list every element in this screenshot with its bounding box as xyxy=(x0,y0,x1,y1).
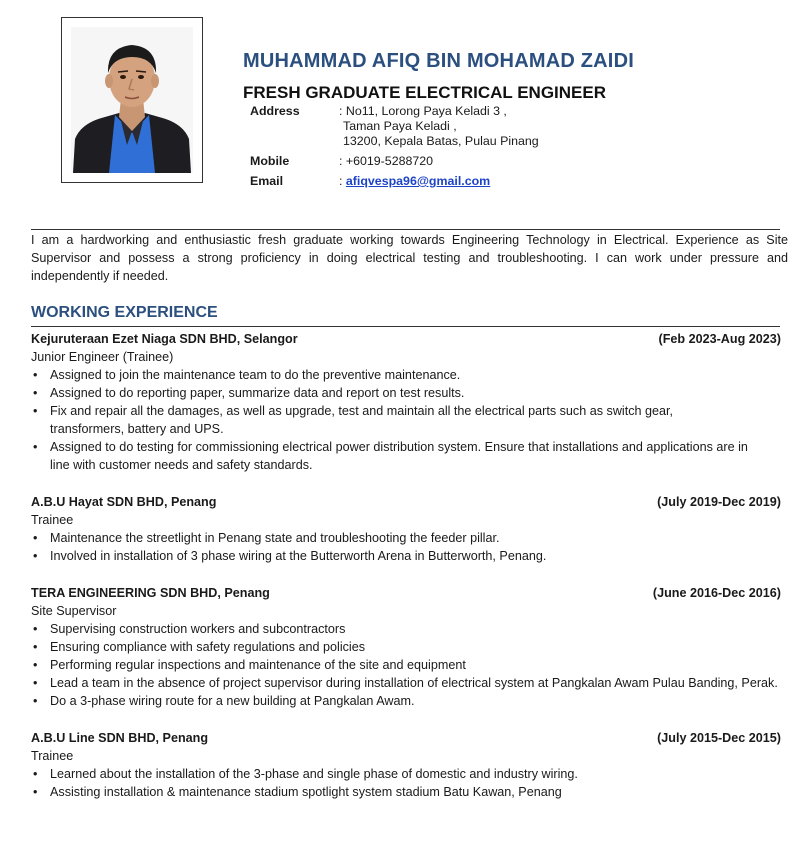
job-company: A.B.U Hayat SDN BHD, Penang xyxy=(31,495,217,509)
address-value xyxy=(339,104,539,149)
email-label: Email xyxy=(250,174,284,188)
duty-text: Involved in installation of 3 phase wiring at the Butterworth Arena in Butterworth, Penang. xyxy=(50,549,547,563)
duty-item xyxy=(31,438,750,474)
job-entry xyxy=(31,493,781,565)
duty-text: Assisting installation & maintenance stadium spotlight system stadium Batu Kawan, Penang xyxy=(50,785,562,799)
job-position: Trainee xyxy=(31,513,74,527)
duty-item xyxy=(31,402,750,438)
profile-photo-frame xyxy=(61,17,203,183)
bullet-icon: • xyxy=(33,368,38,382)
job-entry xyxy=(31,330,781,474)
job-header xyxy=(31,493,781,511)
job-company: Kejuruteraan Ezet Niaga SDN BHD, Selangor xyxy=(31,332,298,346)
address-line-3: 13200, Kepala Batas, Pulau Pinang xyxy=(343,134,539,148)
job-period: (Feb 2023-Aug 2023) xyxy=(658,332,781,346)
mobile-label: Mobile xyxy=(250,154,290,168)
job-position: Trainee xyxy=(31,749,74,763)
job-period: (July 2019-Dec 2019) xyxy=(657,495,781,509)
bullet-icon: • xyxy=(33,531,38,545)
duty-item xyxy=(31,547,781,565)
mobile-row xyxy=(250,154,539,169)
duty-text: Do a 3-phase wiring route for a new building at Pangkalan Awam. xyxy=(50,694,415,708)
contact-block xyxy=(250,104,539,189)
candidate-title: FRESH GRADUATE ELECTRICAL ENGINEER xyxy=(243,83,607,102)
job-entry xyxy=(31,729,781,801)
person-portrait-icon xyxy=(71,27,193,173)
section-title-working-experience: WORKING EXPERIENCE xyxy=(31,304,218,321)
duty-list xyxy=(31,765,781,801)
profile-photo xyxy=(71,27,193,173)
duty-list xyxy=(31,620,781,710)
job-period: (July 2015-Dec 2015) xyxy=(657,731,781,745)
email-value-wrap xyxy=(339,174,490,189)
duty-item xyxy=(31,692,781,710)
bullet-icon: • xyxy=(33,622,38,636)
job-entry xyxy=(31,584,781,710)
job-company: A.B.U Line SDN BHD, Penang xyxy=(31,731,209,745)
job-header xyxy=(31,330,781,348)
bullet-icon: • xyxy=(33,676,38,690)
bullet-icon: • xyxy=(33,640,38,654)
address-line-2: Taman Paya Keladi , xyxy=(343,119,457,133)
duty-text: Supervising construction workers and subcontractors xyxy=(50,622,346,636)
bullet-icon: • xyxy=(33,785,38,799)
duty-item xyxy=(31,529,781,547)
email-link[interactable]: afiqvespa96@gmail.com xyxy=(345,174,491,188)
bullet-icon: • xyxy=(33,658,38,672)
duty-list xyxy=(31,529,781,565)
duty-text: Performing regular inspections and maintenance of the site and equipment xyxy=(50,658,466,672)
duty-item xyxy=(31,384,781,402)
duty-text: Maintenance the streetlight in Penang state and troubleshooting the feeder pillar. xyxy=(50,531,500,545)
experience-list xyxy=(31,330,781,820)
duty-item xyxy=(31,674,781,692)
job-header xyxy=(31,584,781,602)
job-company: TERA ENGINEERING SDN BHD, Penang xyxy=(31,586,270,600)
mobile-value: : +6019-5288720 xyxy=(339,154,434,168)
duty-item xyxy=(31,783,781,801)
duty-text: Assigned to join the maintenance team to do the preventive maintenance. xyxy=(50,368,461,382)
email-prefix: : xyxy=(339,174,346,188)
address-label: Address xyxy=(250,104,300,118)
address-row xyxy=(250,104,539,149)
duty-text: Lead a team in the absence of project supervisor during installation of electrical system at Pangkalan Awam Pulau Banding, Perak. xyxy=(50,676,778,690)
section-divider xyxy=(31,326,780,327)
duty-item xyxy=(31,620,781,638)
bullet-icon: • xyxy=(33,386,38,400)
duty-text: Ensuring compliance with safety regulations and policies xyxy=(50,640,366,654)
duty-item xyxy=(31,656,781,674)
duty-text: Learned about the installation of the 3-phase and single phase of domestic and industry wiring. xyxy=(50,767,578,781)
address-line-1: : No11, Lorong Paya Keladi 3 , xyxy=(339,104,507,118)
candidate-name: MUHAMMAD AFIQ BIN MOHAMAD ZAIDI xyxy=(243,50,634,72)
duty-text: Fix and repair all the damages, as well as upgrade, test and maintain all the electrical parts such as switch gear, transformers, battery and UPS. xyxy=(50,404,674,436)
duty-text: Assigned to do testing for commissioning electrical power distribution system. Ensure that installations and applications are in line with customer needs and safety standards. xyxy=(50,440,748,472)
bullet-icon: • xyxy=(33,404,38,418)
bullet-icon: • xyxy=(33,694,38,708)
duty-item xyxy=(31,765,781,783)
duty-text: Assigned to do reporting paper, summarize data and report on test results. xyxy=(50,386,465,400)
profile-summary: I am a hardworking and enthusiastic fresh graduate working towards Engineering Technology in Electrical. Experience as Site Supervisor and possess a strong proficiency in doing electrical testing and troubleshooting. I can work under pressure and independently if needed. xyxy=(31,233,788,283)
header-divider xyxy=(31,229,780,230)
duty-item xyxy=(31,638,781,656)
job-position: Junior Engineer (Trainee) xyxy=(31,350,174,364)
job-period: (June 2016-Dec 2016) xyxy=(652,586,781,600)
bullet-icon: • xyxy=(33,549,38,563)
job-position: Site Supervisor xyxy=(31,604,117,618)
duty-list xyxy=(31,366,781,474)
email-row xyxy=(250,174,539,189)
bullet-icon: • xyxy=(33,767,38,781)
job-header xyxy=(31,729,781,747)
bullet-icon: • xyxy=(33,440,38,454)
duty-item xyxy=(31,366,781,384)
